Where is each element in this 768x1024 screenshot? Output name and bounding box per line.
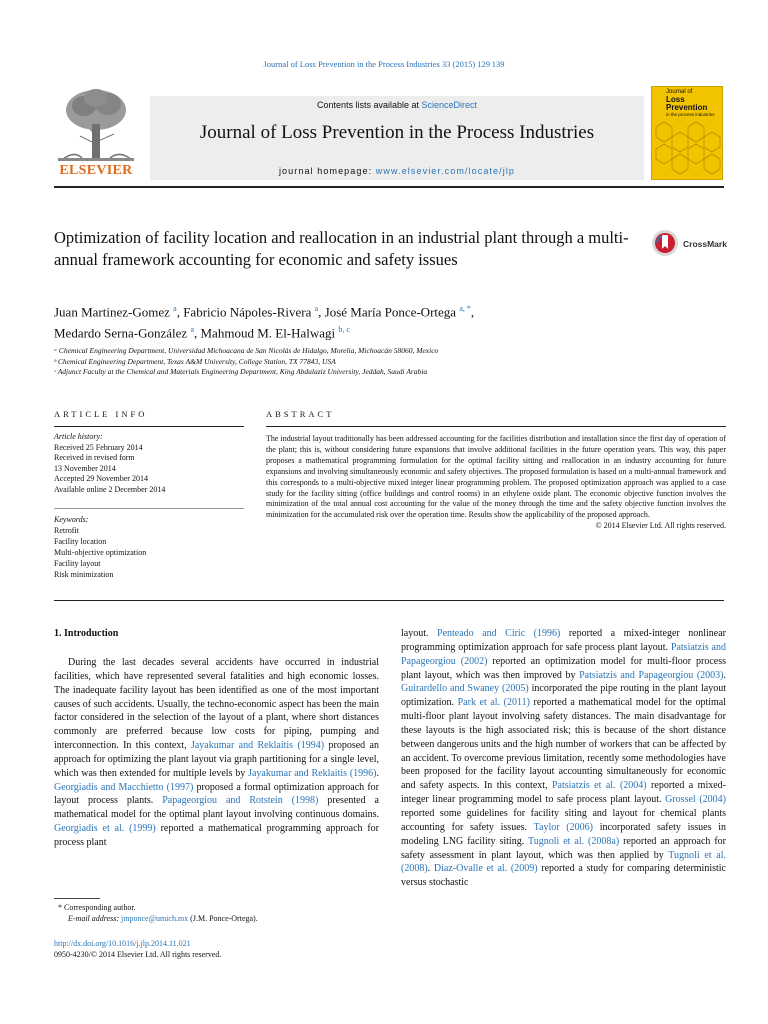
journal-banner — [150, 96, 644, 180]
journal-citation[interactable]: Journal of Loss Prevention in the Process Industries 33 (2015) 129 139 — [263, 59, 505, 69]
citation-link[interactable]: Jayakumar and Reklaitis (1996) — [248, 767, 377, 779]
history-item: Received 25 February 2014 — [54, 442, 143, 452]
body-text: presented a mathematical model for the optimal plant layout involving continuous domains. — [54, 795, 379, 821]
sciencedirect-link[interactable]: ScienceDirect — [421, 100, 478, 110]
article-info-heading: ARTICLE INFO — [54, 409, 148, 419]
keywords-label: Keywords: — [54, 515, 89, 524]
body-text: incorporated safety issues in modeling LNG facility siting. — [401, 821, 726, 847]
affiliation-ref[interactable]: a, * — [459, 304, 471, 313]
keyword: Retrofit — [54, 526, 79, 535]
affiliation-ref[interactable]: a — [314, 304, 319, 313]
abstract-rule — [266, 426, 726, 427]
affiliations — [54, 346, 694, 378]
body-text: incorporated the pipe routing in the plant layout optimization. — [401, 683, 726, 709]
article-info-rule — [54, 426, 244, 427]
citation-link[interactable]: Patsiatzis et al. (2004) — [551, 780, 647, 792]
body-text: . — [723, 669, 726, 681]
body-text: reported a mathematical programming approach for process plant — [54, 823, 380, 848]
keyword: Facility layout — [54, 559, 101, 568]
affiliation-ref[interactable]: b, c — [338, 325, 350, 335]
citation-link[interactable]: Patsiatzis and Papageorgiou (2003) — [579, 669, 724, 681]
body-text: During the last decades several accidents have occurred in industrial facilities, which have represented several fatalities and high economic losses. The inadequate facility layout has been identified as one of the most important causes of such accidents. Usually, the techno-economic aspect has been the main factor considered in the selection of the layout of a plant, where short distances commonly are preferred because low costs for piping, pumping and interconnection. In this context, — [54, 657, 379, 752]
abstract-heading: ABSTRACT — [266, 409, 335, 419]
citation-link[interactable]: Taylor (2006) — [533, 821, 593, 833]
crossmark-badge[interactable] — [651, 229, 731, 259]
citation-link[interactable]: Tugnoli et al. (2008a) — [527, 835, 620, 847]
affiliation-ref[interactable]: a — [173, 304, 177, 313]
citation-link[interactable]: Guirardello and Swaney (2005) — [401, 683, 529, 695]
doi-block — [54, 938, 221, 960]
history-label: Article history: — [54, 432, 103, 441]
paper-title: Optimization of facility location and reallocation in an industrial plant through a multi-annual framework accounting for economic and safety issues — [54, 228, 629, 269]
affiliation-b: ᵇ Chemical Engineering Department, Texas A&M University, College Station, TX 77843, USA — [54, 356, 336, 366]
body-text: reported a study for comparing deterministic versus stochastic — [401, 863, 726, 889]
keyword: Facility location — [54, 537, 107, 546]
corresponding-author-note: * Corresponding author. — [58, 903, 136, 912]
abstract-body — [266, 434, 726, 532]
body-text: proposed an approach for optimizing the plant layout via graph partitioning for a single level, which was then extended for multiple levels by — [54, 740, 379, 779]
body-column-left — [54, 656, 379, 850]
section-heading-introduction: 1. Introduction — [54, 628, 119, 639]
abstract-copyright: © 2014 Elsevier Ltd. All rights reserved. — [595, 521, 726, 531]
citation-link[interactable]: Jayakumar and Reklaitis (1994) — [190, 740, 325, 752]
body-text: reported an approach for safety assessment in plant layout, which was then applied by — [401, 835, 726, 861]
history-item: Available online 2 December 2014 — [54, 484, 166, 494]
citation-link[interactable]: Patsiatzis and Papageorgiou (2002) — [401, 641, 726, 667]
body-text: reported a mixed-integer linear programming model to safe process plant layout. — [401, 780, 726, 806]
keywords-rule — [54, 508, 244, 509]
citation-link[interactable]: Tugnoli et al. (2008) — [401, 849, 726, 875]
homepage-line: journal homepage: www.elsevier.com/locate/jlp — [278, 166, 516, 176]
citation-link[interactable]: Díaz-Ovalle et al. (2009) — [433, 863, 538, 875]
body-column-right — [401, 627, 726, 890]
body-text: . — [376, 767, 379, 779]
body-text: reported a mathematical model for the optimal multi-floor plant layout involving safety distances. The main disadvantage for these layouts is the high associated risk; this is because of the short distance between dangerous units and the high number of workers that can be affected by an accident. To overcome previous limitation, recently some methodologies have been proposed for the facility layout accounting simultaneously for economic and safety aspects. In this context, — [401, 697, 726, 792]
footnote — [58, 902, 378, 924]
body-text: proposed a formal optimization approach for layout process plants. — [54, 781, 379, 807]
abstract-bottom-rule — [54, 600, 724, 601]
citation-link[interactable]: Georgiadis et al. (1999) — [54, 823, 156, 835]
article-history — [54, 432, 244, 495]
homepage-link[interactable]: www.elsevier.com/locate/jlp — [375, 166, 516, 176]
cover-title: Journal of Loss Prevention in the process industries — [666, 89, 715, 117]
affiliation-a: ᵃ Chemical Engineering Department, Universidad Michoacana de San Nicolás de Hidalgo, Morelia, Michoacán 58060, Mexico — [54, 346, 439, 355]
history-item: Accepted 29 November 2014 — [54, 474, 148, 483]
journal-header — [54, 84, 724, 184]
body-text: . — [427, 863, 434, 875]
header-divider — [54, 186, 724, 188]
keyword: Multi-objective optimization — [54, 548, 147, 557]
body-text: reported an optimization model for multi-floor process plant layout, which was then improved by — [401, 655, 727, 681]
issn-line: 0950-4230/© 2014 Elsevier Ltd. All rights reserved. — [54, 950, 222, 959]
citation-link[interactable]: Grossel (2004) — [665, 794, 726, 806]
citation-link[interactable]: Georgiadis and Macchietto (1997) — [54, 781, 194, 793]
history-item: Received in revised form — [54, 453, 135, 462]
footnote-rule — [54, 898, 100, 899]
crossmark-label: CrossMark — [683, 239, 727, 249]
elsevier-wordmark: ELSEVIER — [59, 163, 133, 178]
contents-line: Contents lists available at ScienceDirect — [316, 100, 478, 110]
body-text: reported a mixed-integer nonlinear programming optimization approach for safe process plant layout. — [401, 628, 727, 653]
affiliation-ref[interactable]: a — [190, 325, 194, 335]
history-item: 13 November 2014 — [54, 463, 116, 473]
email-line: E-mail address: jmponce@umich.mx (J.M. Ponce-Ortega). — [68, 914, 258, 923]
journal-title: Journal of Loss Prevention in the Process Industries — [199, 122, 595, 143]
body-text: layout. — [401, 628, 438, 639]
citation-link[interactable]: Penteado and Ciric (1996) — [437, 628, 561, 639]
citation-link[interactable]: Papageorgiou and Rotstein (1998) — [162, 795, 319, 807]
crossmark-icon — [651, 229, 679, 257]
cover-hex-pattern — [652, 121, 723, 180]
journal-cover-thumbnail — [651, 86, 723, 180]
keyword: Risk minimization — [54, 570, 114, 579]
email-link[interactable]: jmponce@umich.mx — [121, 914, 189, 923]
author-list: Juan Martinez-Gomez $^a$, Fabricio Nápoles-Rivera $^a$, José María Ponce-Ortega $^{a, *}$, Medardo Serna-González $^a$, Mahmoud M. El-Halwagi $^{b, c}$ — [54, 304, 475, 341]
keywords — [54, 514, 244, 580]
affiliation-c: ᶜ Adjunct Faculty at the Chemical and Materials Engineering Department, King Abdulaziz University, Jeddah, Saudi Arabia — [54, 367, 428, 376]
citation-link[interactable]: Park et al. (2011) — [457, 697, 530, 709]
doi-link[interactable]: http://dx.doi.org/10.1016/j.jlp.2014.11.021 — [54, 939, 191, 948]
body-text: reported some guidelines for facility siting and layout for chemical plants accounting for safety issues. — [401, 807, 726, 833]
abstract-text: The industrial layout traditionally has been addressed accounting for the facilities distribution and installation since the first day of operation of the plant; this is, without considering future expansions that involve additional facilities in the future operation years. This way, this paper proposes a mathematical programming formulation for the optimal facility sitting and reallocation in an industry accounting for future expansions and involving simultaneously economic and safety objectives. The proposed formulation is based on a multi-annual framework and this corresponds to a multi-objective mixed integer linear programming problem. The proposed optimization approach was applied to a case study for the facility sitting (office buildings and control rooms) in an ethylene oxide plant. The economic objective function involves the minimization of the total annual cost accounting for the value of the money through the time and the safety objective function involves the minimization for the accumulated risk over the operation time. Results show the applicability of the proposed approach. — [266, 434, 726, 520]
